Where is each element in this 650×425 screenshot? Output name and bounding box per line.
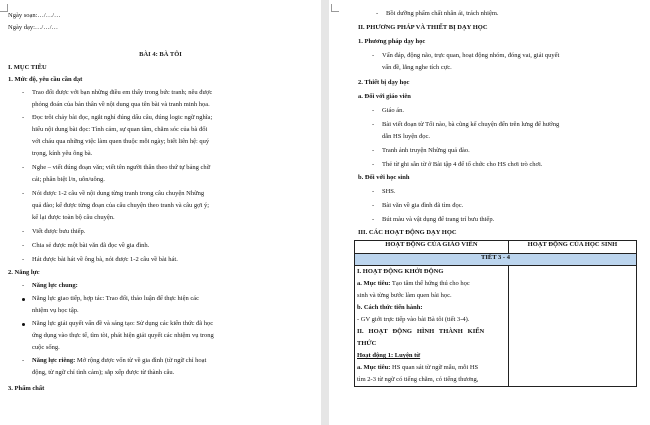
dash-bullet: - [22,228,25,235]
dash-bullet: - [22,282,25,289]
subsection-qualities: 3. Phẩm chất [8,385,45,392]
para-line: Đọc trôi chảy bài đọc, ngắt nghỉ đúng dấu câu, đúng logic ngữ nghĩa; [32,114,213,121]
margin-corner-mark [0,4,8,12]
para-line: phỏng đoán của bản thân về nội dung qua tên bài và tranh minh họa. [32,101,210,108]
margin-corner-mark [331,4,339,12]
teacher-activity-cell [355,266,509,387]
lesson-title: BÀI 4: BÀ TÔI [139,51,182,58]
dash-bullet: - [372,147,375,154]
general-competence-label: Năng lực chung: [32,282,78,289]
para-line: kể lại được toàn bộ câu chuyện. [32,214,115,221]
specific-competence-label: Năng lực riêng: [32,357,76,364]
table-header-row [355,241,637,254]
activity-heading: I. HOẠT ĐỘNG KHỞI ĐỘNG [357,268,444,275]
para-line: Nghe – viết đúng đoạn văn; viết tên người thân theo thứ tự bảng chữ [32,164,211,171]
round-bullet [22,323,25,326]
activity-1-heading: Hoạt động 1: Luyện từ [357,352,421,359]
student-equipment-label: b. Đối với học sinh [358,174,410,181]
para-line: cái; phân biệt l/n, uôn/uông. [32,176,105,183]
para-line: dẫn HS luyện đọc. [382,133,431,140]
para-line: Vấn đáp, động não, trực quan, hoạt động nhóm, đóng vai, giải quyết [382,52,560,59]
subsection-equipment: 2. Thiết bị dạy học [358,79,410,86]
subsection-requirements: 1. Mức độ, yêu cầu cần đạt [8,76,83,83]
dash-bullet: - [372,216,375,223]
para-line: Thẻ từ ghi sẵn từ ở Bài tập 4 để tổ chức cho HS chơi trò chơi. [382,161,543,168]
method-label: b. Cách thức tiến hành: [357,304,423,311]
para-line: trọng, kính yêu ông bà. [32,150,93,157]
objective-line [357,278,506,290]
specific-competence-text: Mở rộng được vốn từ về gia đình (từ ngữ chỉ hoạt [75,357,207,364]
para-line: cuộc sống. [32,344,60,351]
date-taught: Ngày dạy:…/…/… [8,24,59,31]
para-line: Bài viết đoạn từ Tối nào, bà cũng kể chuyện đến trên lưng để hướng [382,121,560,128]
para-line: Năng lực giao tiếp, hợp tác: Trao đổi, thảo luận để thực hiện các [32,295,199,302]
lesson-period-label: TIẾT 3 - 4 [355,254,637,266]
dash-bullet: - [22,242,25,249]
dash-bullet: - [22,256,25,263]
student-activity-cell [508,266,636,387]
section-methods-equipment: II. PHƯƠNG PHÁP VÀ THIẾT BỊ DẠY HỌC [358,24,488,31]
lesson-period-row [355,254,637,266]
para-line: vấn đề, lắng nghe tích cực. [382,64,452,71]
subsection-competence: 2. Năng lực [8,269,40,276]
para-line: nhiệm vụ học tập. [32,307,79,314]
dash-bullet: - [376,10,379,17]
para-line: với cháu qua những việc làm quen thuộc mỗi ngày; biết liên hệ: quý [32,138,210,145]
dash-bullet: - [22,114,25,121]
para-line: hiểu nội dung bài đọc: Tình cảm, sự quan tâm, chăm sóc của bà đối [32,126,208,133]
para-line: SHS. [382,188,396,195]
dash-bullet: - [22,357,25,364]
date-written: Ngày soạn:…/…/… [8,12,61,19]
specific-competence-line [32,357,206,365]
document-page-right [329,0,650,425]
para-line: Bồi dưỡng phẩm chất nhân ái, trách nhiệm. [386,10,499,17]
dash-bullet: - [372,202,375,209]
dash-bullet: - [372,52,375,59]
dash-bullet: - [372,107,375,114]
objective-line [357,362,506,374]
dash-bullet: - [22,89,25,96]
objective-label: a. Mục tiêu: [357,280,391,287]
para-line: Năng lực giải quyết vấn đề và sáng tạo: Sử dụng các kiến thức đã học [32,320,214,327]
para-line: Chia sẻ được một bài văn đã đọc về gia đình. [32,242,150,249]
subsection-methods: 1. Phương pháp dạy học [358,38,426,45]
student-column-header: HOẠT ĐỘNG CỦA HỌC SINH [508,241,636,254]
para-line: Hát được bài hát về ông bà, nói được 1-2 câu về bài hát. [32,256,178,263]
para-line: Giáo án. [382,107,405,114]
para-line: Tranh ảnh truyện Những quả đào. [382,147,470,154]
activity-heading: II. HOẠT ĐỘNG HÌNH THÀNH KIẾN [357,328,485,335]
dash-bullet: - [22,164,25,171]
para-line: Nói được 1-2 câu về nội dung từng tranh trong câu chuyện Những [32,190,205,197]
cell-line: - GV giới trực tiếp vào bài Bà tôi (tiết 3-4). [357,316,470,323]
activity-heading-cont: THỨC [357,340,377,347]
cell-line: sinh và từng bước làm quen bài học. [357,292,452,299]
para-line: Bút màu và vật dụng để trang trí bưu thiếp. [382,216,495,223]
activities-table [354,240,637,387]
teacher-column-header: HOẠT ĐỘNG CỦA GIÁO VIÊN [355,241,509,254]
document-page-left [0,0,321,425]
objective-label: a. Mục tiêu: [357,364,391,371]
para-line: Bài văn về gia đình đã tìm đọc. [382,202,464,209]
dash-bullet: - [372,188,375,195]
table-row [355,266,637,387]
dash-bullet: - [372,121,375,128]
para-line: Trao đổi được với bạn những điều em thấy trong bức tranh; nêu được [32,89,213,96]
teacher-equipment-label: a. Đối với giáo viên [358,93,411,100]
objective-text: Tạo tâm thế hứng thú cho học [390,280,470,287]
section-objectives: I. MỤC TIÊU [8,64,47,71]
round-bullet [22,298,25,301]
dash-bullet: - [22,190,25,197]
dash-bullet: - [372,161,375,168]
section-activities: III. CÁC HOẠT ĐỘNG DẠY HỌC [358,229,457,236]
para-line: Viết được bưu thiếp. [32,228,86,235]
para-line: ứng dụng vào thực tế, tìm tòi, phát hiện giải quyết các nhiệm vụ trong [32,332,214,339]
para-line: quả đào; kể được từng đoạn của câu chuyện theo tranh và câu gợi ý; [32,202,210,209]
cell-line: tìm 2-3 từ ngữ có tiếng chăm, có tiếng thương, [357,376,479,383]
objective-text: HS quan sát từ ngữ mẫu, mỗi HS [390,364,479,371]
para-line: động, từ ngữ chỉ tình cảm); sắp xếp được từ thành câu. [32,369,175,376]
